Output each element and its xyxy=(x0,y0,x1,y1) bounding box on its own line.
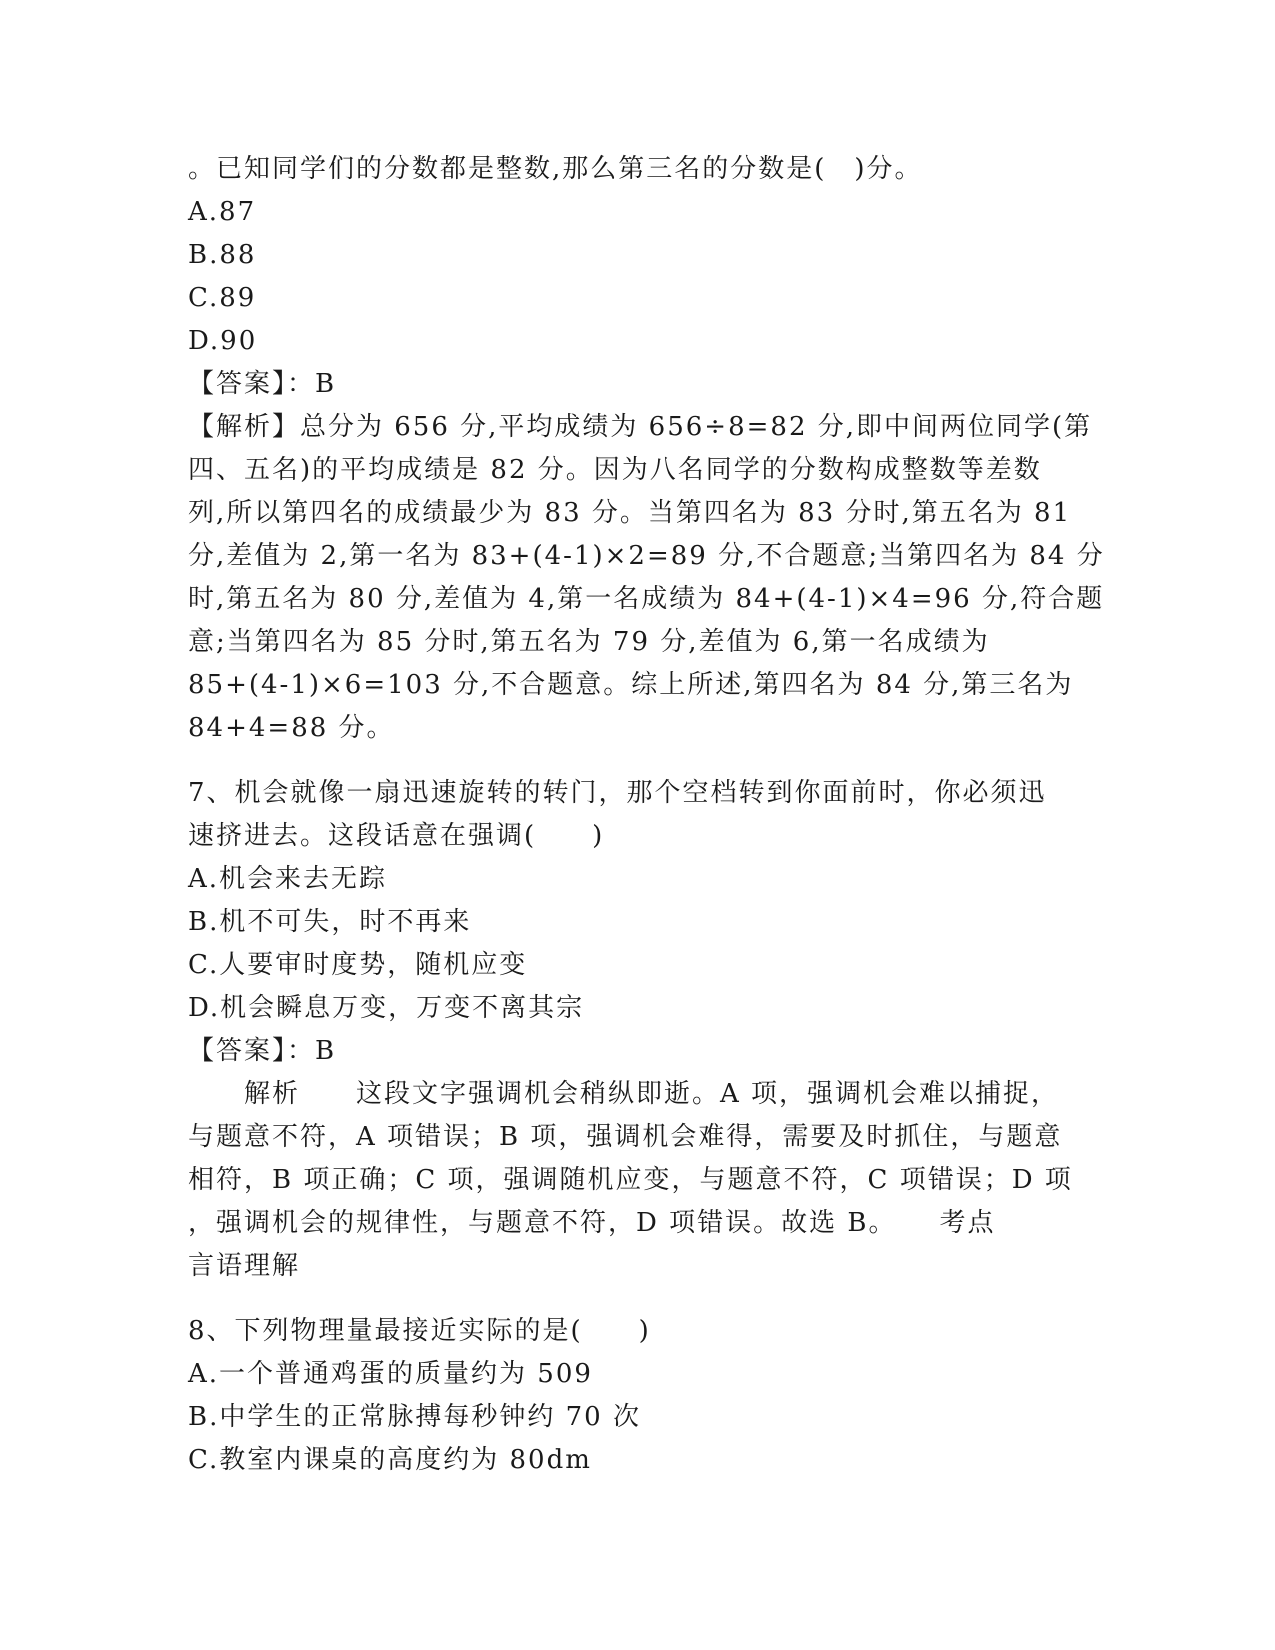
question-7-analysis-line: 解析 这段文字强调机会稍纵即逝。A 项，强调机会难以捕捉， xyxy=(188,1079,1060,1109)
question-6-analysis-line: 85+(4-1)×6=103 分,不合题意。综上所述,第四名为 84 分,第三名为 xyxy=(188,670,1074,700)
question-7-analysis-line: 相符，B 项正确；C 项，强调随机应变，与题意不符，C 项错误；D 项 xyxy=(188,1165,1073,1195)
question-7-option-d: D.机会瞬息万变，万变不离其宗 xyxy=(188,993,585,1023)
question-7-option-b: B.机不可失，时不再来 xyxy=(188,907,472,937)
question-6-analysis-line: 时,第五名为 80 分,差值为 4,第一名成绩为 84+(4-1)×4=96 分,符合题 xyxy=(188,584,1105,614)
question-8-option-a: A.一个普通鸡蛋的质量约为 509 xyxy=(188,1359,593,1389)
question-6-answer: 【答案】：B xyxy=(188,369,337,399)
question-7-analysis-line: 言语理解 xyxy=(188,1251,301,1281)
section-gap xyxy=(188,750,1088,772)
question-7 xyxy=(188,772,1088,1288)
question-6-analysis-line: 四、五名)的平均成绩是 82 分。因为八名同学的分数构成整数等差数 xyxy=(188,455,1042,485)
question-6-analysis-line: 【解析】总分为 656 分,平均成绩为 656÷8=82 分,即中间两位同学(第 xyxy=(188,412,1093,442)
question-6-option-a: A.87 xyxy=(188,197,257,227)
document-content xyxy=(188,148,1105,1482)
question-7-option-a: A.机会来去无踪 xyxy=(188,864,388,894)
question-8-option-b: B.中学生的正常脉搏每秒钟约 70 次 xyxy=(188,1402,641,1432)
question-7-analysis-line: ，强调机会的规律性，与题意不符，D 项错误。故选 B。 考点 xyxy=(188,1208,996,1238)
question-7-stem-line: 速挤进去。这段话意在强调( ) xyxy=(188,821,605,851)
question-8 xyxy=(188,1310,1088,1482)
question-7-stem-line: 7、机会就像一扇迅速旋转的转门，那个空档转到你面前时，你必须迅 xyxy=(188,778,1047,808)
question-6-stem-tail: 。已知同学们的分数都是整数,那么第三名的分数是( )分。 xyxy=(188,154,923,184)
question-6-option-c: C.89 xyxy=(188,283,257,313)
section-gap xyxy=(188,1288,1088,1310)
question-8-option-c: C.教室内课桌的高度约为 80dm xyxy=(188,1445,592,1475)
question-7-option-c: C.人要审时度势，随机应变 xyxy=(188,950,528,980)
question-8-stem: 8、下列物理量最接近实际的是( ) xyxy=(188,1316,651,1346)
question-6-option-b: B.88 xyxy=(188,240,257,270)
question-7-answer: 【答案】：B xyxy=(188,1036,337,1066)
question-6-analysis-line: 意;当第四名为 85 分时,第五名为 79 分,差值为 6,第一名成绩为 xyxy=(188,627,990,657)
question-6-analysis-line: 84+4=88 分。 xyxy=(188,713,395,743)
question-7-analysis-line: 与题意不符，A 项错误；B 项，强调机会难得，需要及时抓住，与题意 xyxy=(188,1122,1063,1152)
question-6-analysis-line: 分,差值为 2,第一名为 83+(4-1)×2=89 分,不合题意;当第四名为 84 分 xyxy=(188,541,1105,571)
question-6-analysis-line: 列,所以第四名的成绩最少为 83 分。当第四名为 83 分时,第五名为 81 xyxy=(188,498,1072,528)
question-6 xyxy=(188,148,1105,750)
question-6-option-d: D.90 xyxy=(188,326,258,356)
